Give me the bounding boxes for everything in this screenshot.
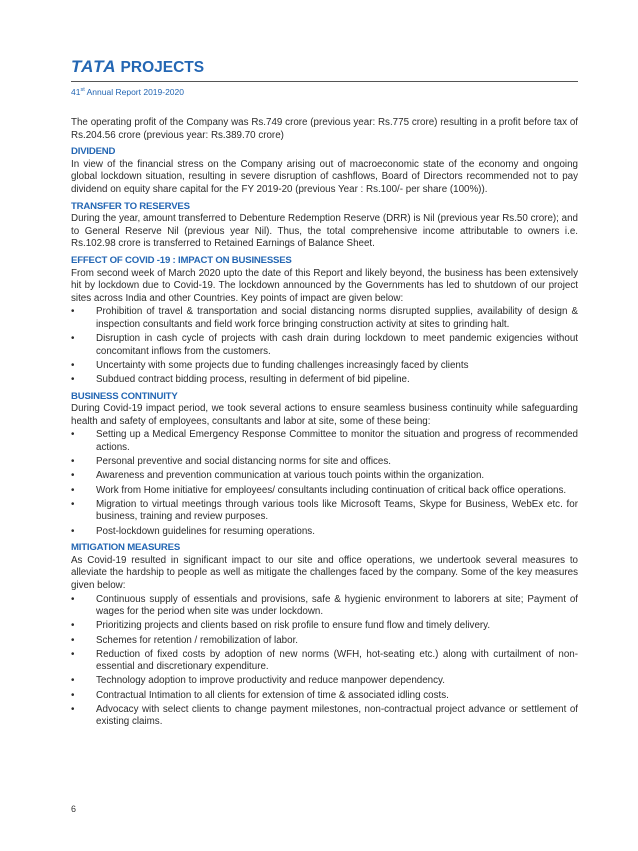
- logo-projects-text: PROJECTS: [120, 59, 205, 76]
- list-item: [71, 333, 578, 358]
- bullet-icon: •: [71, 470, 75, 482]
- list-item-text: Reduction of fixed costs by adoption of new norms (WFH, hot-seating etc.) along with curtailment of non-essential and discretionary expenditure.: [96, 648, 578, 673]
- mitigation-bullet-list: [71, 594, 578, 730]
- list-item-text: Awareness and prevention communication at various touch points within the organization.: [96, 470, 485, 482]
- bullet-icon: •: [71, 620, 75, 632]
- list-item: [71, 594, 578, 619]
- list-item: [71, 704, 578, 729]
- bullet-icon: •: [71, 359, 75, 371]
- list-item: [71, 374, 578, 387]
- report-edition-suffix: st: [80, 87, 85, 93]
- dividend-heading: DIVIDEND: [71, 146, 116, 158]
- list-item-text: Continuous supply of essentials and provisions, safe & hygienic environment to laborers at site; Payment of wages for the period when site was under lockdown.: [96, 593, 578, 618]
- bullet-icon: •: [71, 374, 75, 386]
- list-item-text: Prohibition of travel & transportation and social distancing norms disrupted supplies, availability of design & inspection consultants and field work force bringing construction activity at sites to grinding halt.: [96, 306, 578, 330]
- list-item: [71, 690, 578, 703]
- covid-paragraph: From second week of March 2020 upto the date of this Report and likely beyond, the business has been extensively hit by lockdown due to Covid-19. The lockdown announced by the Governments has led to shutdown of our project sites across India and other Countries. Key points of impact are given below:: [71, 267, 578, 304]
- list-item: [71, 526, 578, 539]
- logo-tata-text: TATA: [71, 57, 117, 76]
- bullet-icon: •: [71, 333, 75, 345]
- reserves-heading: TRANSFER TO RESERVES: [71, 200, 190, 212]
- bullet-icon: •: [71, 429, 75, 441]
- bullet-icon: •: [71, 593, 75, 605]
- list-item: [71, 360, 578, 373]
- report-subtitle: [71, 87, 184, 97]
- list-item-text: Personal preventive and social distancing norms for site and offices.: [96, 456, 391, 468]
- list-item-text: Work from Home initiative for employees/ consultants including continuation of critical back office operations.: [96, 484, 567, 496]
- bullet-icon: •: [71, 648, 75, 660]
- report-title: Annual Report 2019-2020: [84, 87, 184, 97]
- report-edition-number: 41: [71, 87, 81, 97]
- company-logo: [71, 57, 204, 79]
- header-divider: [71, 81, 578, 82]
- continuity-bullet-list: [71, 429, 578, 538]
- list-item: [71, 499, 578, 524]
- list-item: [71, 306, 578, 331]
- list-item-text: Uncertainty with some projects due to funding challenges increasingly faced by clients: [96, 359, 469, 371]
- covid-heading: EFFECT OF COVID -19 : IMPACT ON BUSINESSES: [71, 254, 292, 266]
- list-item-text: Disruption in cash cycle of projects with cash drain during lockdown to meet pandemic exigencies without concomitant inflows from the customers.: [96, 333, 578, 357]
- continuity-heading: BUSINESS CONTINUITY: [71, 390, 178, 402]
- mitigation-heading: MITIGATION MEASURES: [71, 542, 181, 554]
- list-item: [71, 635, 578, 648]
- document-body: [71, 117, 578, 731]
- list-item-text: Subdued contract bidding process, resulting in deferment of bid pipeline.: [96, 374, 410, 386]
- bullet-icon: •: [71, 634, 75, 646]
- list-item-text: Setting up a Medical Emergency Response Committee to monitor the situation and progress of recommended actions.: [96, 429, 578, 454]
- covid-bullet-list: [71, 306, 578, 386]
- list-item: [71, 485, 578, 498]
- list-item: [71, 429, 578, 454]
- list-item: [71, 620, 578, 633]
- bullet-icon: •: [71, 675, 75, 687]
- reserves-paragraph: During the year, amount transferred to Debenture Redemption Reserve (DRR) is Nil (previous year Rs.50 crore); and to General Reserve Nil (previous year Nil). Thus, the total comprehensive income attributable to owners i.e. Rs.102.98 crore is transferred to Retained Earnings of Balance Sheet.: [71, 213, 578, 250]
- continuity-paragraph: During Covid-19 impact period, we took several actions to ensure seamless business continuity while safeguarding health and safety of employees, consultants and labor at site, some of these being:: [71, 403, 578, 427]
- list-item: [71, 675, 578, 688]
- mitigation-paragraph: As Covid-19 resulted in significant impact to our site and office operations, we undertook several measures to alleviate the hardship to people as well as mitigate the challenges faced by the company. Some of the key measures given below:: [71, 554, 578, 591]
- bullet-icon: •: [71, 484, 75, 496]
- bullet-icon: •: [71, 456, 75, 468]
- bullet-icon: •: [71, 525, 75, 537]
- dividend-paragraph: In view of the financial stress on the Company arising out of macroeconomic state of the economy and ongoing global lockdown situation, resulting in severe disruption of cashflows, Board of Directors recommended not to pay dividend on equity share capital for the FY 2019-20 (previous Year : Rs.100/- per share (100%)).: [71, 158, 578, 195]
- list-item-text: Post-lockdown guidelines for resuming operations.: [96, 525, 315, 537]
- list-item-text: Schemes for retention / remobilization of labor.: [96, 634, 299, 646]
- bullet-icon: •: [71, 306, 75, 318]
- bullet-icon: •: [71, 703, 75, 715]
- bullet-icon: •: [71, 498, 75, 510]
- list-item: [71, 456, 578, 469]
- list-item-text: Technology adoption to improve productivity and reduce manpower dependency.: [96, 675, 445, 687]
- bullet-icon: •: [71, 689, 75, 701]
- list-item-text: Advocacy with select clients to change payment milestones, non-contractual project advance or settlement of existing claims.: [96, 703, 578, 728]
- list-item-text: Prioritizing projects and clients based on risk profile to ensure fund flow and timely delivery.: [96, 620, 491, 632]
- list-item-text: Migration to virtual meetings through various tools like Microsoft Teams, Skype for Business, WebEx etc. for business, training and review purposes.: [96, 498, 578, 523]
- list-item-text: Contractual Intimation to all clients for extension of time & associated idling costs.: [96, 689, 449, 701]
- list-item: [71, 649, 578, 674]
- list-item: [71, 470, 578, 483]
- intro-paragraph: The operating profit of the Company was Rs.749 crore (previous year: Rs.775 crore) resulting in a profit before tax of Rs.204.56 crore (previous year: Rs.389.70 crore): [71, 117, 578, 141]
- page-number: 6: [71, 804, 77, 814]
